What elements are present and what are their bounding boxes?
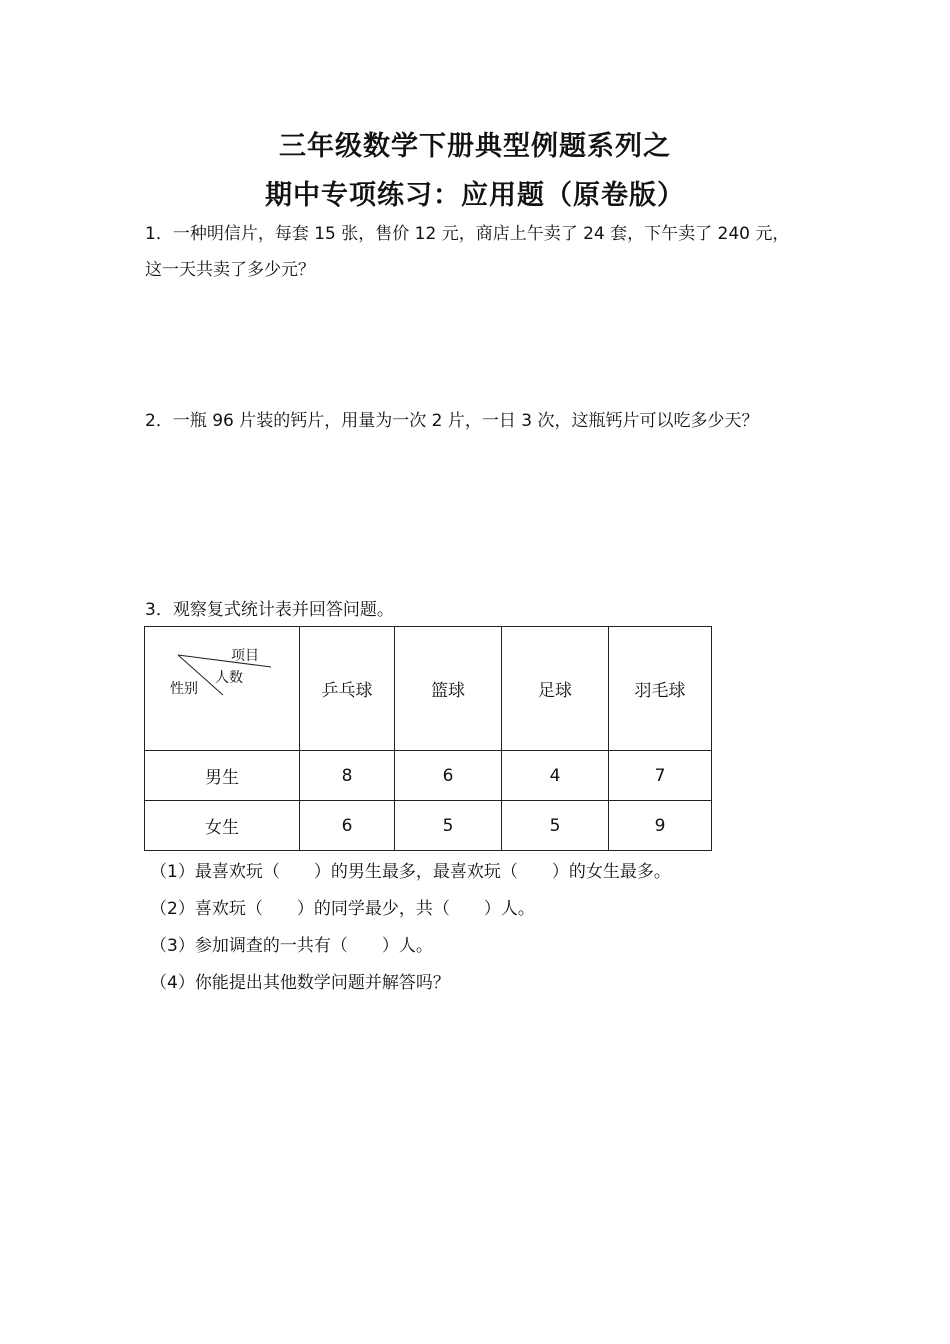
sub-question-3: （3）参加调查的一共有（ ）人。 <box>150 936 433 956</box>
table-cell: 5 <box>395 801 502 851</box>
column-header: 乒乓球 <box>300 627 395 751</box>
row-label: 男生 <box>145 751 300 801</box>
column-header: 篮球 <box>395 627 502 751</box>
table-cell: 6 <box>300 801 395 851</box>
table-cell: 4 <box>502 751 609 801</box>
table-row <box>145 801 712 851</box>
table-cell: 8 <box>300 751 395 801</box>
statistics-table <box>144 626 712 851</box>
page-title: 三年级数学下册典型例题系列之 <box>279 131 671 162</box>
corner-label-gender: 性别 <box>170 681 198 697</box>
corner-diagonal-lines <box>145 627 299 750</box>
question-1: 1．一种明信片，每套 15 张，售价 12 元，商店上午卖了 24 套，下午卖了 240 元，这一天共卖了多少元？ <box>145 224 790 280</box>
table-cell: 7 <box>609 751 712 801</box>
table-cell: 6 <box>395 751 502 801</box>
column-header: 足球 <box>502 627 609 751</box>
sub-question-2: （2）喜欢玩（ ）的同学最少，共（ ）人。 <box>150 899 535 919</box>
table-row <box>145 751 712 801</box>
table-cell: 9 <box>609 801 712 851</box>
table-corner-cell <box>145 627 300 751</box>
row-label: 女生 <box>145 801 300 851</box>
sub-question-4: （4）你能提出其他数学问题并解答吗？ <box>150 973 450 993</box>
corner-label-item: 项目 <box>231 648 259 664</box>
question-2: 2．一瓶 96 片装的钙片，用量为一次 2 片，一日 3 次，这瓶钙片可以吃多少天？ <box>145 411 759 431</box>
page-subtitle: 期中专项练习：应用题（原卷版） <box>265 180 685 211</box>
table-header-row <box>145 627 712 751</box>
sub-question-1: （1）最喜欢玩（ ）的男生最多，最喜欢玩（ ）的女生最多。 <box>150 862 671 882</box>
question-3: 3．观察复式统计表并回答问题。 <box>145 600 394 620</box>
corner-label-count: 人数 <box>215 670 243 686</box>
table-cell: 5 <box>502 801 609 851</box>
column-header: 羽毛球 <box>609 627 712 751</box>
